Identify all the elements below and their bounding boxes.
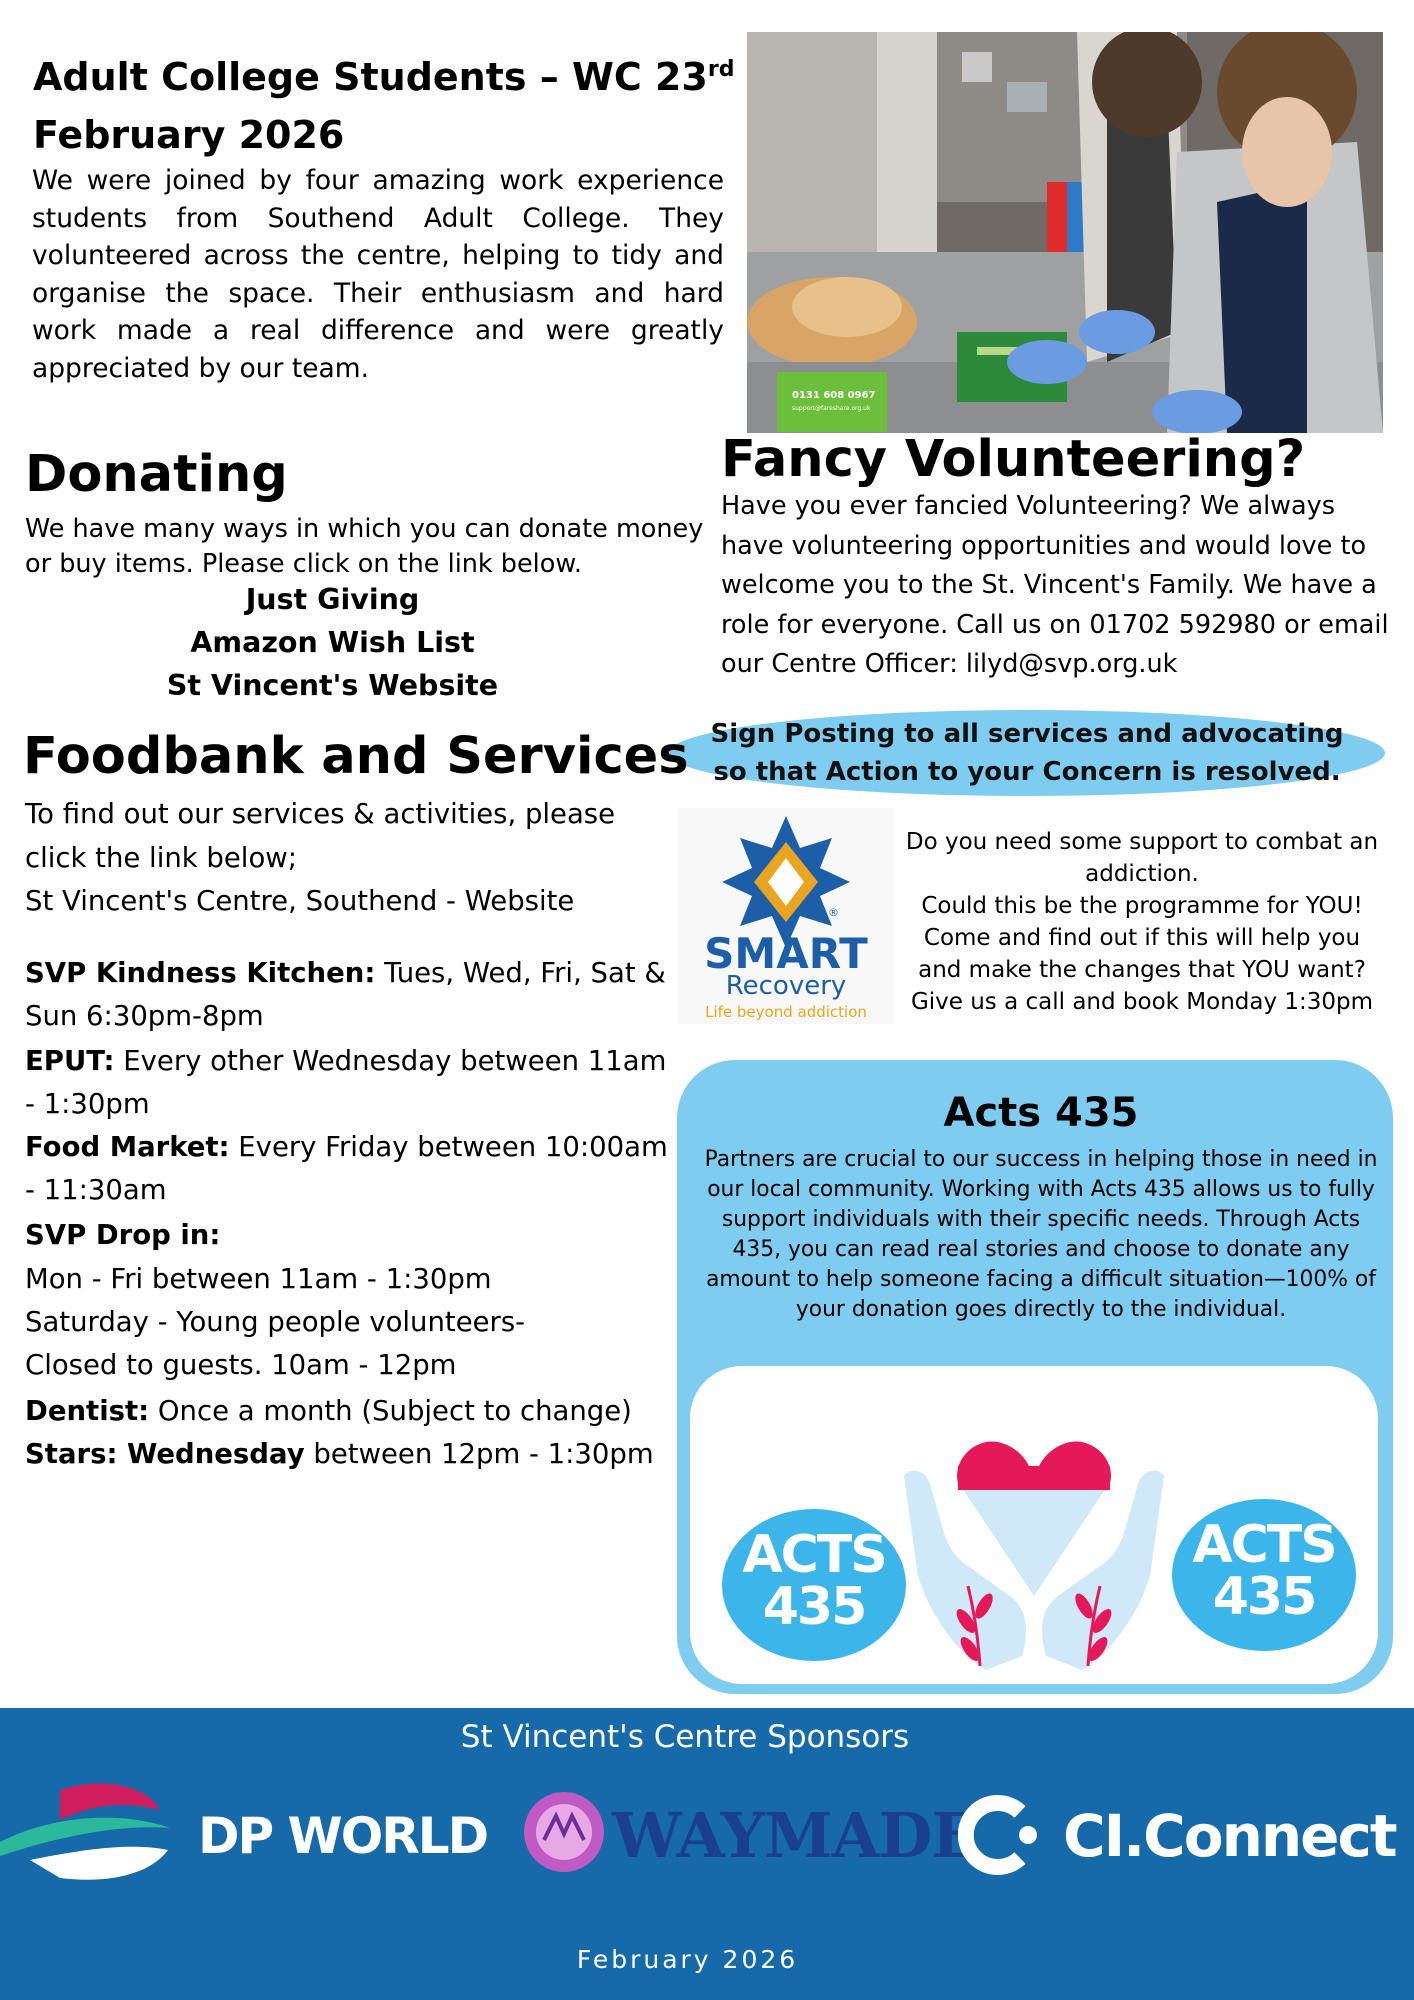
signposting-text: Sign Posting to all services and advocating so that Action to your Concern is resolved. — [710, 719, 1344, 787]
service-label: Food Market: — [25, 1131, 230, 1163]
photo-illustration — [747, 32, 1383, 433]
smart-recovery-logo-graphic — [678, 808, 894, 1024]
smart-line-2: Could this be the programme for YOU! — [921, 893, 1363, 919]
service-drop-in — [25, 1214, 675, 1257]
acts-badge-right-line1: ACTS — [1192, 1515, 1336, 1575]
signposting-banner — [669, 710, 1385, 796]
acts-435-body: Partners are crucial to our success in helping those in need in our local community. Working with Acts 435 allows us to fully support individuals with their specific needs. Through Acts 435, you can read real stories and choose to donate any amount to help someone facing a difficult situation—100% of your donation goes directly to the individual. — [704, 1147, 1378, 1322]
service-kindness-kitchen — [25, 952, 675, 1038]
st-vincents-centre-website-link[interactable]: St Vincent's Centre, Southend - Website — [25, 885, 575, 917]
college-heading-text: Adult College Students – WC 23 — [33, 55, 708, 99]
acts-435-illustration — [690, 1366, 1378, 1684]
ci-connect-logo: CI.Connect — [1063, 1802, 1396, 1870]
service-drop-in-saturday — [25, 1301, 625, 1387]
just-giving-link[interactable]: Just Giving — [245, 583, 420, 616]
service-dentist — [25, 1390, 705, 1433]
service-food-market — [25, 1126, 675, 1212]
waymade-logo: WAYMADE — [612, 1799, 978, 1872]
volunteering-body: Have you ever fancied Volunteering? We always have volunteering opportunities and would love to welcome you to the St. Vincent's Family. We have a role for everyone. Call us on 01702 592980 or email our Centre Officer: lilyd@svp.org.uk — [721, 491, 1389, 679]
college-heading — [33, 48, 753, 164]
st-vincents-website-link[interactable]: St Vincent's Website — [166, 669, 499, 702]
foodbank-heading: Foodbank and Services — [23, 727, 689, 786]
smart-line-4: Give us a call and book Monday 1:30pm — [910, 989, 1374, 1015]
smart-logo-word: SMART — [704, 929, 868, 978]
recovery-logo-word: Recovery — [725, 971, 847, 1001]
volunteering-heading: Fancy Volunteering? — [721, 430, 1306, 489]
acts-badge-left-line1: ACTS — [742, 1525, 886, 1585]
service-label: EPUT: — [25, 1045, 115, 1077]
service-detail: Every other Wednesday between 11am - 1:30pm — [25, 1045, 667, 1120]
college-heading-sup: rd — [707, 57, 735, 82]
service-drop-in-weekdays — [25, 1258, 675, 1301]
service-detail: Every Friday between 10:00am - 11:30am — [25, 1131, 668, 1206]
sponsors-heading: St Vincent's Centre Sponsors — [460, 1719, 910, 1755]
foodbank-intro-text: To find out our services & activities, please click the link below; — [25, 798, 616, 874]
smart-tagline: Life beyond addiction — [705, 1003, 867, 1021]
service-label: SVP Drop in: — [25, 1219, 221, 1251]
footer-date: February 2026 — [576, 1945, 799, 1974]
college-heading-date: February 2026 — [33, 113, 345, 157]
donating-body: We have many ways in which you can donate money or buy items. Please click on the link below. — [25, 514, 704, 579]
photo-sign — [777, 372, 887, 432]
acts-435-graphic — [690, 1366, 1378, 1684]
dp-world-logo: DP WORLD — [198, 1807, 488, 1865]
waymade-logo-icon — [522, 1790, 606, 1874]
photo-sign-email: support@fareshare.org.uk — [792, 405, 871, 412]
smart-recovery-text — [900, 826, 1384, 1018]
dp-world-logo-icon — [0, 1780, 175, 1880]
foodbank-intro — [25, 793, 675, 924]
service-detail: Mon - Fri between 11am - 1:30pm — [25, 1263, 492, 1295]
amazon-wish-list-link[interactable]: Amazon Wish List — [190, 626, 475, 659]
students-cooking-photo — [747, 32, 1383, 433]
ci-connect-logo-icon — [958, 1792, 1044, 1878]
smart-recovery-logo — [678, 808, 894, 1024]
service-label: SVP Kindness Kitchen: — [25, 957, 376, 989]
photo-sign-phone: 0131 608 0967 — [792, 390, 876, 401]
service-label: Stars: Wednesday — [25, 1438, 305, 1470]
college-body: We were joined by four amazing work experience students from Southend Adult College. They volunteered across the centre, helping to tidy and organise the space. Their enthusiasm and hard work made a real difference and were greatly appreciated by our team. — [32, 165, 724, 384]
donating-heading: Donating — [25, 445, 288, 504]
service-detail: Tues, Wed, Fri, Sat & Sun 6:30pm-8pm — [25, 957, 666, 1032]
acts-badge-left-line2: 435 — [762, 1577, 866, 1637]
service-detail: Saturday - Young people volunteers- Closed to guests. 10am - 12pm — [25, 1306, 526, 1381]
smart-registered-mark: ® — [828, 906, 839, 919]
service-detail: between 12pm - 1:30pm — [304, 1438, 654, 1470]
service-label: Dentist: — [25, 1395, 150, 1427]
smart-line-1: Do you need some support to combat an addiction. — [905, 829, 1379, 887]
acts-badge-right-line2: 435 — [1212, 1567, 1316, 1627]
smart-line-3: Come and find out if this will help you and make the changes that YOU want? — [918, 925, 1366, 983]
service-detail: Once a month (Subject to change) — [149, 1395, 632, 1427]
service-stars — [25, 1433, 675, 1476]
service-eput — [25, 1040, 675, 1126]
acts-435-heading: Acts 435 — [943, 1090, 1139, 1136]
